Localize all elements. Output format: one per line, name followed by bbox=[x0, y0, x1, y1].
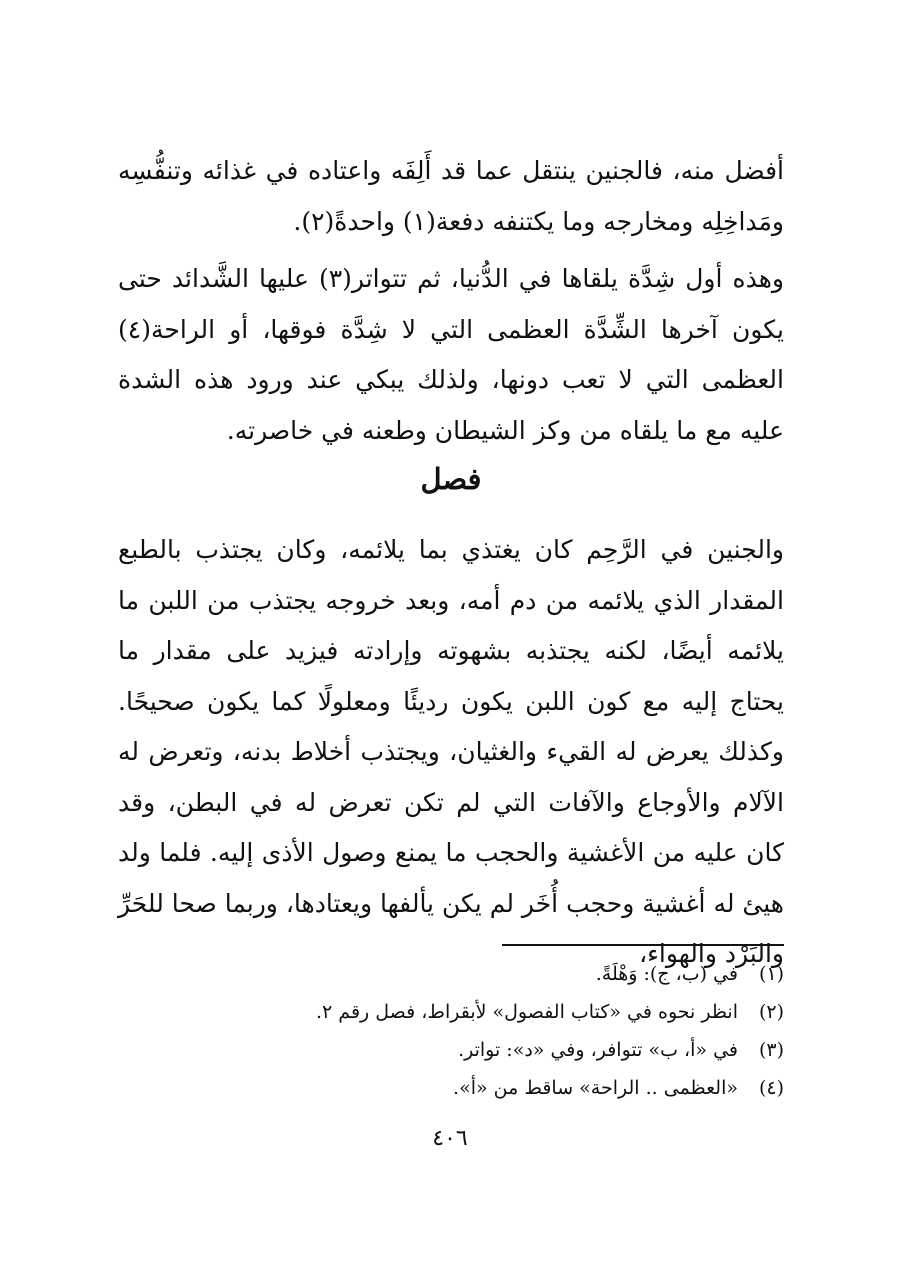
page-number: ٤٠٦ bbox=[432, 1126, 468, 1151]
footnote-number: (٢) bbox=[758, 1001, 784, 1023]
footnotes-list bbox=[118, 955, 784, 1107]
section-heading: فصل bbox=[420, 462, 482, 496]
footnote-text: في (ب، ج): وَهْلَةً. bbox=[595, 963, 738, 985]
paragraph-2: وهذه أول شِدَّة يلقاها في الدُّنيا، ثم تتواتر(٣) عليها الشَّدائد حتى يكون آخرها الشِّدَّة العظمى التي لا شِدَّة فوقها، أو الراحة(٤) العظمى التي لا تعب دونها، ولذلك يبكي عند ورود هذه الشدة عليه مع ما يلقاه من وكز الشيطان وطعنه في خاصرته. bbox=[118, 264, 784, 445]
footnote-text: «العظمى .. الراحة» ساقط من «أ». bbox=[453, 1077, 738, 1099]
footnote-number: (٤) bbox=[758, 1077, 784, 1099]
footnote-1 bbox=[118, 955, 784, 993]
paragraph-1: أفضل منه، فالجنين ينتقل عما قد أَلِفَه واعتاده في غذائه وتنفُّسِه ومَداخِلِه ومخارجه وما يكتنفه دفعة(١) واحدةً(٢). bbox=[118, 156, 784, 236]
footnote-4 bbox=[118, 1069, 784, 1107]
footnote-number: (١) bbox=[758, 963, 784, 985]
section-paragraph: والجنين في الرَّحِم كان يغتذي بما يلائمه، وكان يجتذب بالطبع المقدار الذي يلائمه من دم أمه، وبعد خروجه يجتذب من اللبن ما يلائمه أيضًا، لكنه يجتذبه بشهوته وإرادته فيزيد على مقدار ما يحتاج إليه مع كون اللبن يكون رديئًا ومعلولًا كما يكون صحيحًا. وكذلك يعرض له القيء والغثيان، ويجتذب أخلاط بدنه، وتعرض له الآلام والأوجاع والآفات التي لم تكن تعرض له في البطن، وقد كان عليه من الأغشية والحجب ما يمنع وصول الأذى إليه. فلما ولد هيئ له أغشية وحجب أُخَر لم يكن يألفها ويعتادها، وربما صحا للحَرِّ والبَرْد والهواء، bbox=[118, 535, 784, 968]
footnote-text: في «أ، ب» تتوافر، وفي «د»: تواتر. bbox=[458, 1039, 738, 1061]
footnote-number: (٣) bbox=[758, 1039, 784, 1061]
footnote-text: انظر نحوه في «كتاب الفصول» لأبقراط، فصل رقم ٢. bbox=[316, 1001, 738, 1023]
footnote-divider bbox=[502, 944, 784, 946]
footnote-2 bbox=[118, 993, 784, 1031]
footnote-3 bbox=[118, 1031, 784, 1069]
